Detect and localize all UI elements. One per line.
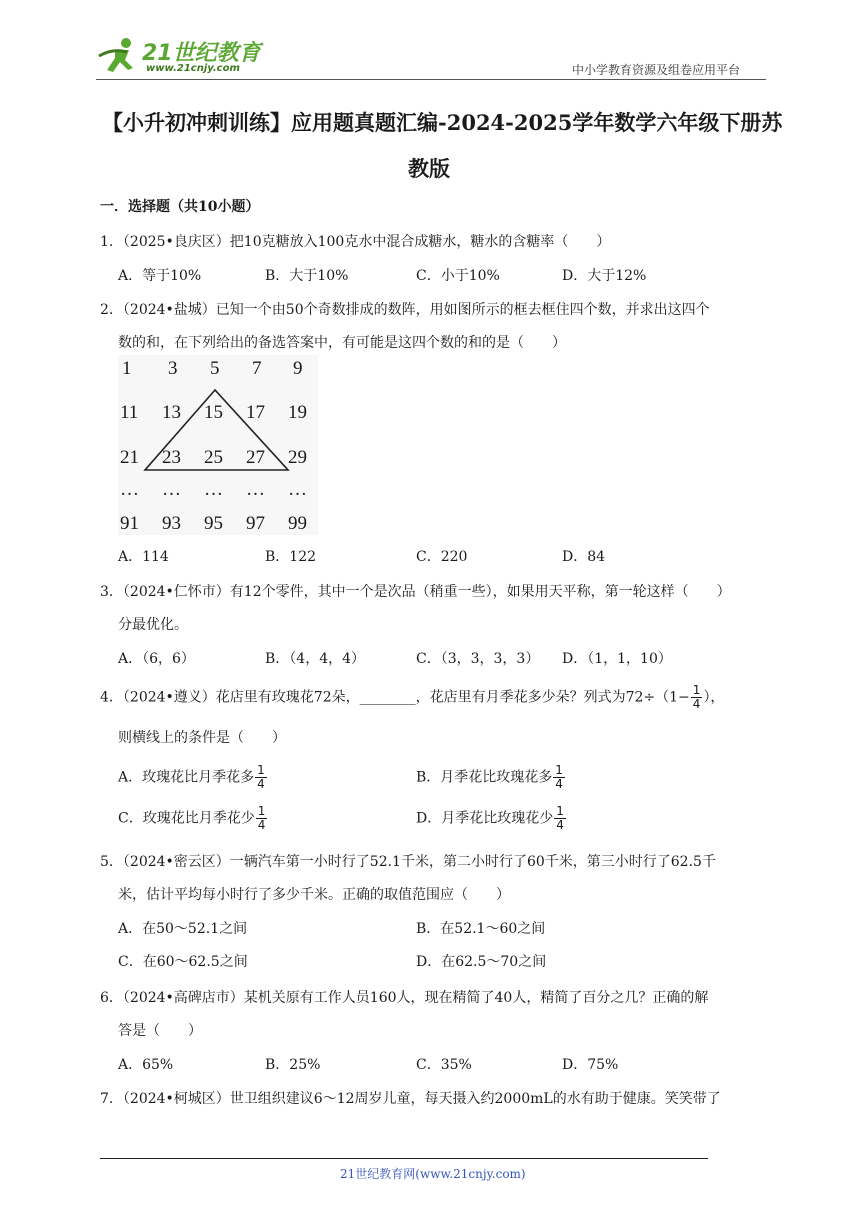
grid-cell: 5 xyxy=(210,358,220,379)
question-1: 1．（2025•良庆区）把10克糖放入100克水中混合成糖水，糖水的含糖率（ ） xyxy=(100,234,611,250)
grid-cell: 95 xyxy=(204,513,223,534)
grid-cell: … xyxy=(120,479,139,500)
q6-option-a: A．65% xyxy=(118,1057,174,1073)
grid-cell: 25 xyxy=(204,447,223,468)
logo-url: www.21cnjy.com xyxy=(146,63,240,74)
grid-cell: … xyxy=(162,479,181,500)
grid-cell: 17 xyxy=(246,402,265,423)
question-5-line-2: 米，估计平均每小时行了多少千米。正确的取值范围应（ ） xyxy=(118,887,510,903)
grid-cell: 13 xyxy=(162,402,181,423)
grid-cell: 11 xyxy=(120,402,139,423)
question-4-line-2: 则横线上的条件是（ ） xyxy=(118,730,286,746)
question-2-line-1: 2．（2024•盐城）已知一个由50个奇数排成的数阵，用如图所示的框去框住四个数，并求出这四个 xyxy=(100,302,710,318)
q5-option-a: A．在50～52.1之间 xyxy=(118,921,248,937)
question-4-text: 4．（2024•遵义）花店里有玫瑰花72朵，________，花店里有月季花多少朵？列式为72÷（1− xyxy=(100,689,690,706)
question-3-line-2: 分最优化。 xyxy=(118,617,188,633)
grid-cell: 19 xyxy=(288,402,307,423)
q5-option-c: C．在60～62.5之间 xyxy=(118,954,248,970)
question-6-line-1: 6．（2024•高碑店市）某机关原有工作人员160人，现在精简了40人，精简了百分之几？正确的解 xyxy=(100,990,709,1006)
q4-option-d: D．月季花比玫瑰花少 $\frac{1}{4}$ xyxy=(416,804,564,832)
q3-option-c: C．（3，3，3，3） xyxy=(416,651,540,667)
document-title-line-2: 教版 xyxy=(408,156,450,181)
footer-link[interactable]: 21世纪教育网(www.21cnjy.com) xyxy=(340,1167,526,1181)
question-3-line-1: 3．（2024•仁怀市）有12个零件，其中一个是次品（稍重一些），如果用天平称，第一轮这样（ ） xyxy=(100,584,731,600)
q2-option-d: D．84 xyxy=(562,549,606,565)
grid-cell: 15 xyxy=(204,402,223,423)
grid-cell: 91 xyxy=(120,513,139,534)
q5-option-b: B．在52.1～60之间 xyxy=(416,921,546,937)
question-7-line-1: 7．（2024•柯城区）世卫组织建议6～12周岁儿童，每天摄入约2000mL的水有助于健康。笑笑带了 xyxy=(100,1091,721,1107)
grid-cell: 7 xyxy=(252,358,262,379)
grid-cell: 3 xyxy=(168,358,178,379)
q3-option-b: B．（4，4，4） xyxy=(265,651,366,667)
grid-cell: … xyxy=(288,479,307,500)
q6-option-d: D．75% xyxy=(562,1057,619,1073)
q4-option-c: C．玫瑰花比月季花少 $\frac{1}{4}$ xyxy=(118,804,266,832)
grid-cell: 99 xyxy=(288,513,307,534)
fraction-one-quarter: $\frac{1}{4}$ xyxy=(692,683,701,711)
section-heading: 一．选择题（共10小题） xyxy=(100,199,260,215)
q2-option-b: B．122 xyxy=(265,549,317,565)
logo-runner-icon xyxy=(93,36,143,76)
grid-cell: 1 xyxy=(122,358,132,379)
header-divider xyxy=(96,79,766,80)
q1-option-d: D．大于12% xyxy=(562,268,647,284)
document-title-line-1: 【小升初冲刺训练】应用题真题汇编-2024-2025学年数学六年级下册苏 xyxy=(102,110,783,135)
q1-option-b: B．大于10% xyxy=(265,268,349,284)
q2-option-c: C．220 xyxy=(416,549,468,565)
grid-cell: 9 xyxy=(293,358,303,379)
question-6-line-2: 答是（ ） xyxy=(118,1023,202,1039)
grid-cell: 93 xyxy=(162,513,181,534)
q3-option-a: A．（6，6） xyxy=(118,651,195,667)
grid-cell: 29 xyxy=(288,447,307,468)
q1-option-c: C．小于10% xyxy=(416,268,500,284)
grid-cell: … xyxy=(246,479,265,500)
question-2-line-2: 数的和，在下列给出的备选答案中，有可能是这四个数的和的是（ ） xyxy=(118,335,566,351)
q4-option-a: A．玫瑰花比月季花多 $\frac{1}{4}$ xyxy=(118,763,265,791)
question-5-line-1: 5．（2024•密云区）一辆汽车第一小时行了52.1千米，第二小时行了60千米，第三小时行了62.5千 xyxy=(100,854,716,870)
question-4-line-1: 4．（2024•遵义）花店里有玫瑰花72朵，________，花店里有月季花多少朵？列式为72÷（1− $\frac{1}{4}$ ）， xyxy=(100,683,725,711)
q4-option-b: B．月季花比玫瑰花多 $\frac{1}{4}$ xyxy=(416,763,563,791)
grid-cell: 27 xyxy=(246,447,265,468)
number-grid-figure xyxy=(118,355,318,535)
q5-option-d: D．在62.5～70之间 xyxy=(416,954,547,970)
grid-cell: 21 xyxy=(120,447,139,468)
q3-option-d: D．（1，1，10） xyxy=(562,651,672,667)
platform-name: 中小学教育资源及组卷应用平台 xyxy=(572,63,741,77)
grid-cell: 23 xyxy=(162,447,181,468)
triangle-frame xyxy=(118,355,318,535)
footer-divider xyxy=(100,1158,708,1159)
logo-text: 21世纪教育 xyxy=(142,41,261,66)
grid-cell: 97 xyxy=(246,513,265,534)
q1-option-a: A．等于10% xyxy=(118,268,202,284)
grid-cell: … xyxy=(204,479,223,500)
q6-option-b: B．25% xyxy=(265,1057,321,1073)
q2-option-a: A．114 xyxy=(118,549,169,565)
q6-option-c: C．35% xyxy=(416,1057,472,1073)
